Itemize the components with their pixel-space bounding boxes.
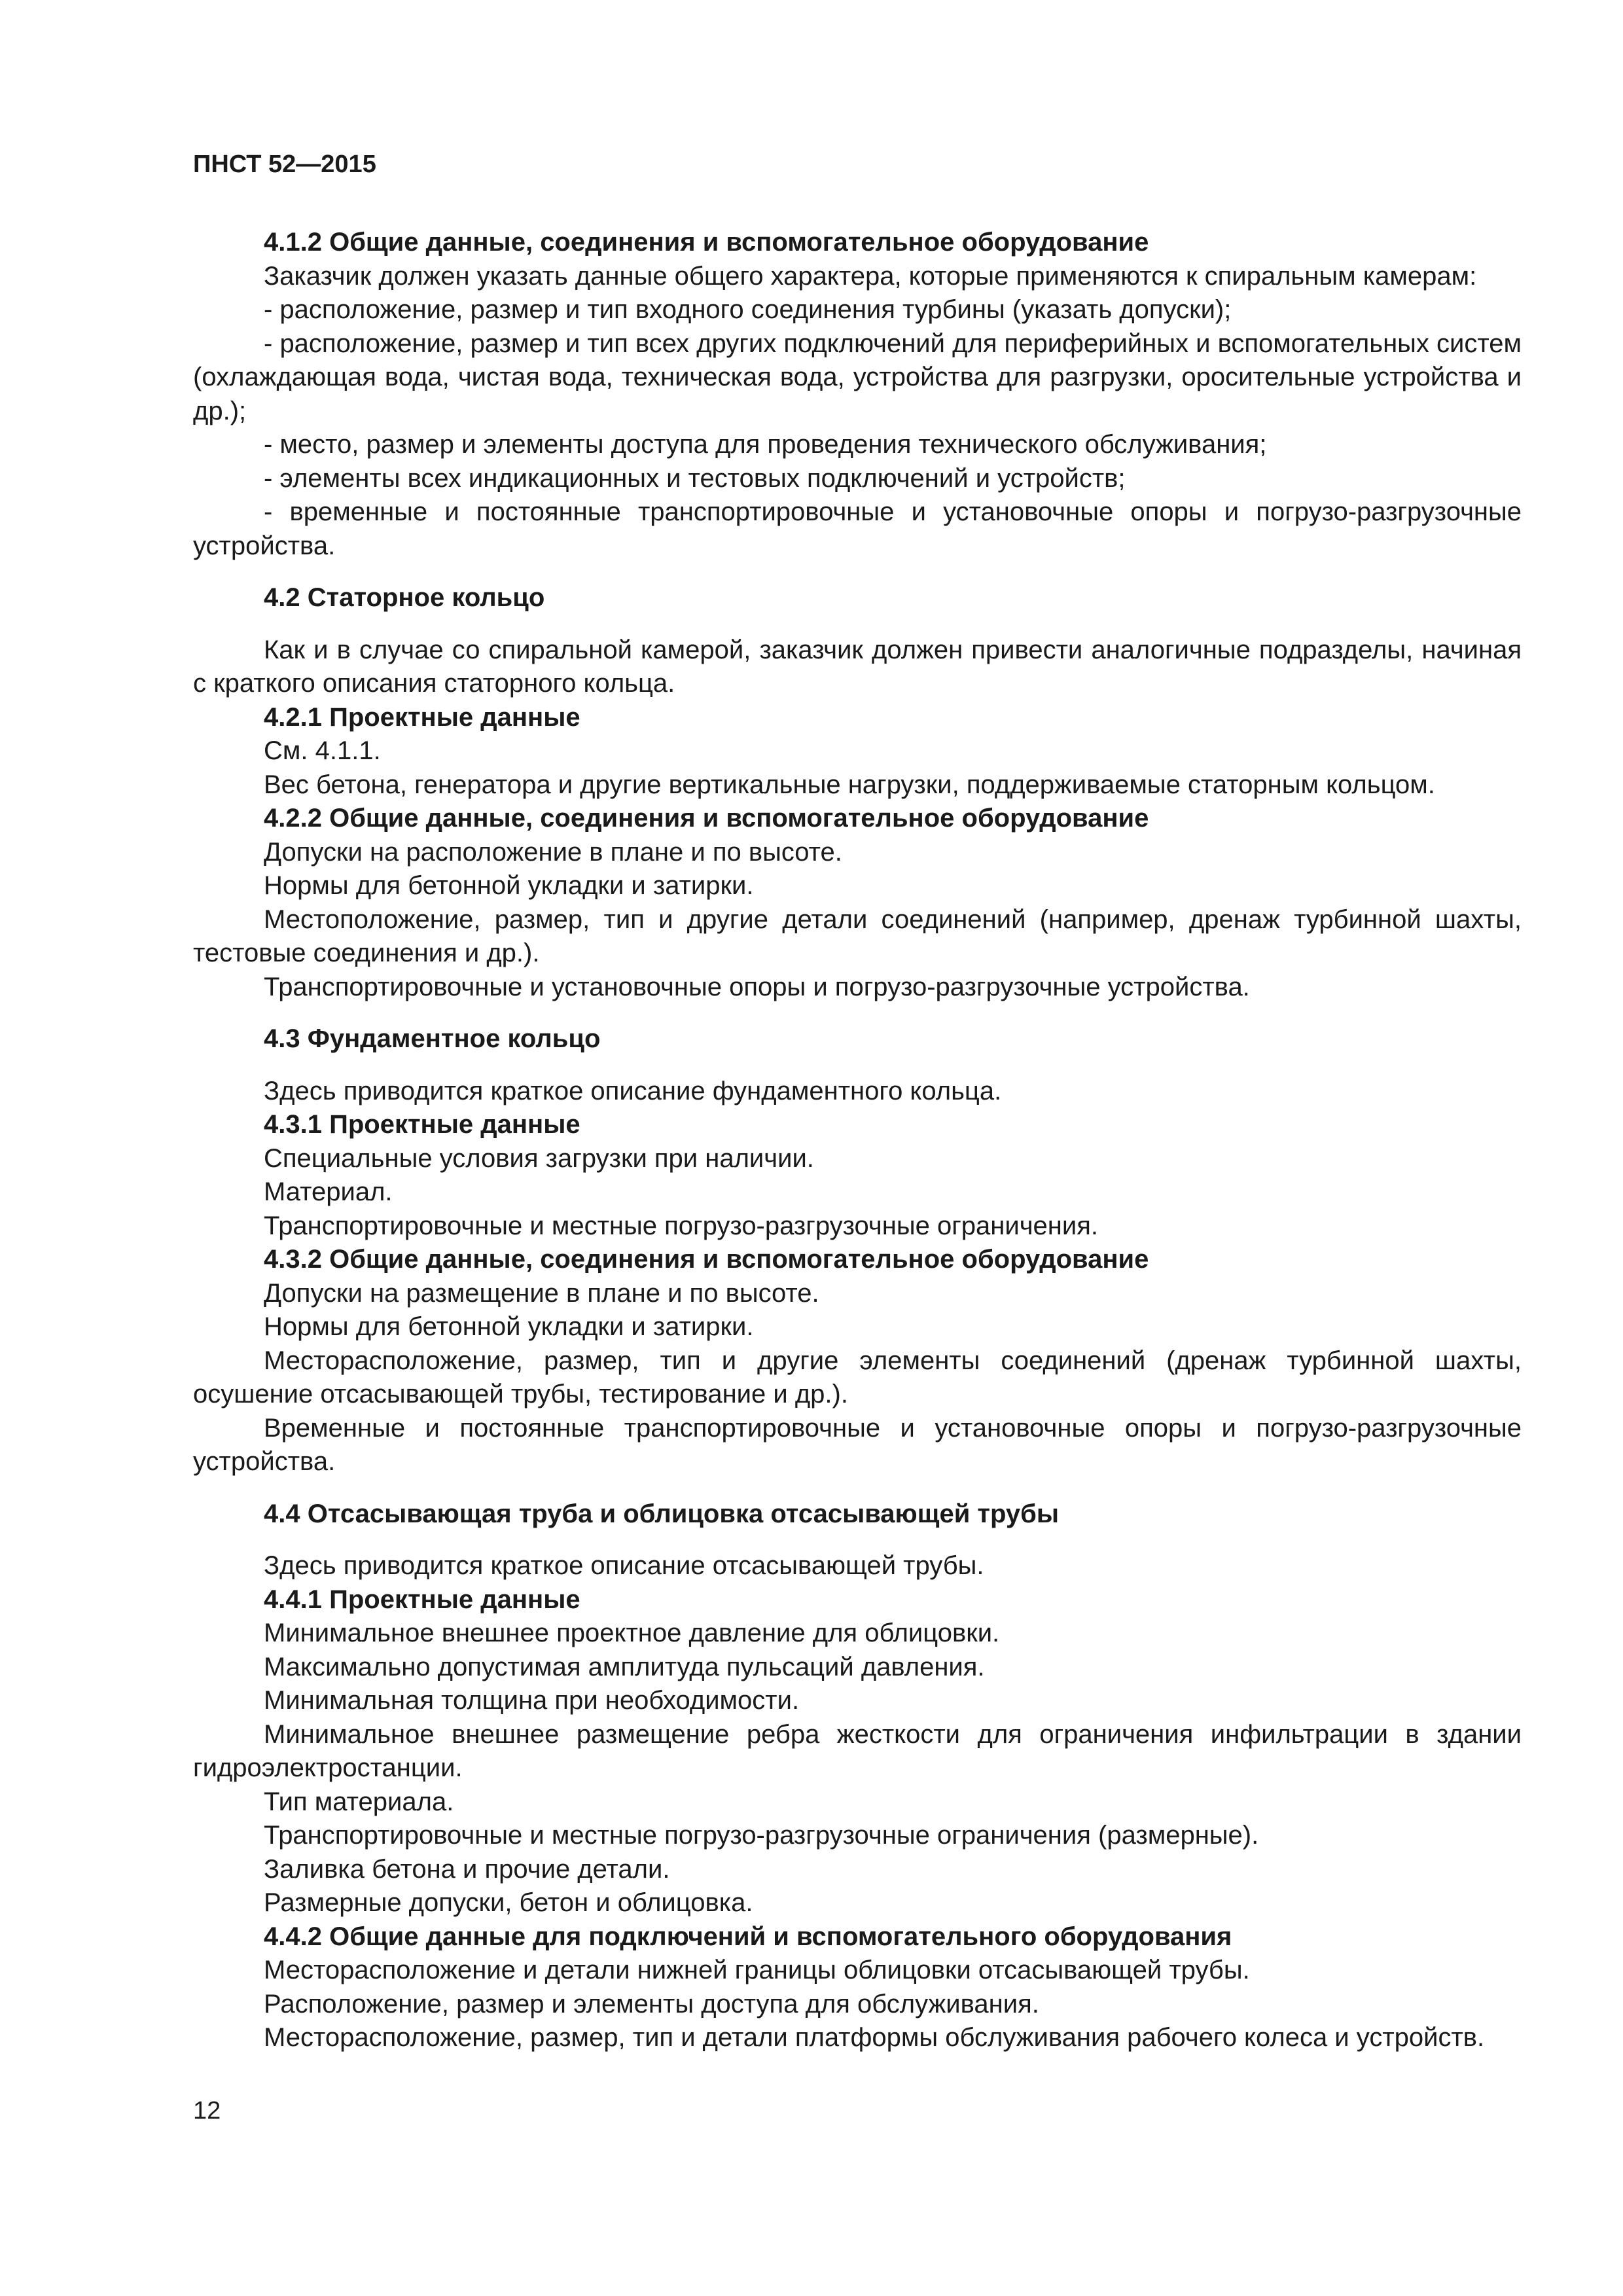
paragraph: Специальные условия загрузки при наличии. xyxy=(264,1143,814,1173)
paragraph: Транспортировочные и местные погрузо-разгрузочные ограничения (размерные). xyxy=(264,1821,1259,1850)
section-heading: 4.3.2 Общие данные, соединения и вспомогательное оборудование xyxy=(264,1245,1149,1274)
section-heading: 4.3.1 Проектные данные xyxy=(264,1110,580,1139)
paragraph: Вес бетона, генератора и другие вертикальные нагрузки, поддерживаемые статорным кольцом. xyxy=(264,770,1435,799)
section-heading: 4.3 Фундаментное кольцо xyxy=(264,1024,601,1053)
paragraph: Материал. xyxy=(264,1177,393,1206)
paragraph: Как и в случае со спиральной камерой, заказчик должен привести аналогичные подразделы, начиная с краткого описания статорного кольца. xyxy=(193,635,1522,698)
section-heading: 4.2.2 Общие данные, соединения и вспомогательное оборудование xyxy=(264,804,1149,833)
paragraph: Расположение, размер и элементы доступа для обслуживания. xyxy=(264,1989,1039,2018)
section-heading: 4.2.1 Проектные данные xyxy=(264,702,580,732)
paragraph: Максимально допустимая амплитуда пульсаций давления. xyxy=(264,1652,985,1681)
paragraph: Месторасположение и детали нижней границы облицовки отсасывающей трубы. xyxy=(264,1956,1250,1984)
paragraph: Здесь приводится краткое описание фундаментного кольца. xyxy=(264,1076,1002,1105)
paragraph: Месторасположение, размер, тип и другие элементы соединений (дренаж турбинной шахты, осушение отсасывающей трубы, тестирование и др.). xyxy=(193,1346,1522,1408)
paragraph: Транспортировочные и установочные опоры и погрузо-разгрузочные устройства. xyxy=(264,972,1250,1001)
paragraph: Размерные допуски, бетон и облицовка. xyxy=(264,1888,753,1917)
paragraph: Минимальная толщина при необходимости. xyxy=(264,1686,800,1715)
paragraph: - расположение, размер и тип входного соединения турбины (указать допуски); xyxy=(264,295,1232,324)
document-body xyxy=(193,226,1522,2055)
paragraph: - место, размер и элементы доступа для проведения технического обслуживания; xyxy=(264,430,1267,459)
paragraph: Минимальное внешнее размещение ребра жесткости для ограничения инфильтрации в здании гидроэлектростанции. xyxy=(193,1719,1522,1782)
section-heading: 4.1.2 Общие данные, соединения и вспомогательное оборудование xyxy=(264,228,1149,257)
section-heading: 4.4.1 Проектные данные xyxy=(264,1585,580,1614)
paragraph: Тип материала. xyxy=(264,1787,454,1816)
paragraph: См. 4.1.1. xyxy=(264,736,381,765)
paragraph: - элементы всех индикационных и тестовых подключений и устройств; xyxy=(264,463,1126,493)
paragraph: Нормы для бетонной укладки и затирки. xyxy=(264,1312,754,1341)
paragraph: Здесь приводится краткое описание отсасывающей трубы. xyxy=(264,1551,984,1580)
paragraph: Местоположение, размер, тип и другие детали соединений (например, дренаж турбинной шахты, тестовые соединения и др.). xyxy=(193,905,1522,967)
paragraph: Заливка бетона и прочие детали. xyxy=(264,1854,670,1884)
page-number: 12 xyxy=(193,2097,221,2125)
paragraph: Временные и постоянные транспортировочные и установочные опоры и погрузо-разгрузочные устройства. xyxy=(193,1413,1522,1476)
paragraph: Транспортировочные и местные погрузо-разгрузочные ограничения. xyxy=(264,1211,1098,1240)
paragraph: Заказчик должен указать данные общего характера, которые применяются к спиральным камерам: xyxy=(264,261,1477,291)
section-heading: 4.4.2 Общие данные для подключений и вспомогательного оборудования xyxy=(264,1922,1232,1951)
paragraph: Минимальное внешнее проектное давление для облицовки. xyxy=(264,1619,1000,1647)
paragraph: - временные и постоянные транспортировочные и установочные опоры и погрузо-разгрузочные устройства. xyxy=(193,497,1522,560)
paragraph: Допуски на размещение в плане и по высоте. xyxy=(264,1278,819,1308)
paragraph: Нормы для бетонной укладки и затирки. xyxy=(264,871,754,900)
paragraph: - расположение, размер и тип всех других подключений для периферийных и вспомогательных систем (охлаждающая вода, чистая вода, техническая вода, устройства для разгрузки, оросительные устройства и др.); xyxy=(193,329,1522,425)
section-heading: 4.2 Статорное кольцо xyxy=(264,583,545,612)
section-heading: 4.4 Отсасывающая труба и облицовка отсасывающей трубы xyxy=(264,1499,1059,1528)
paragraph: Допуски на расположение в плане и по высоте. xyxy=(264,837,842,867)
document-code: ПНСТ 52—2015 xyxy=(193,151,376,178)
paragraph: Месторасположение, размер, тип и детали платформы обслуживания рабочего колеса и устройств. xyxy=(264,2023,1485,2052)
